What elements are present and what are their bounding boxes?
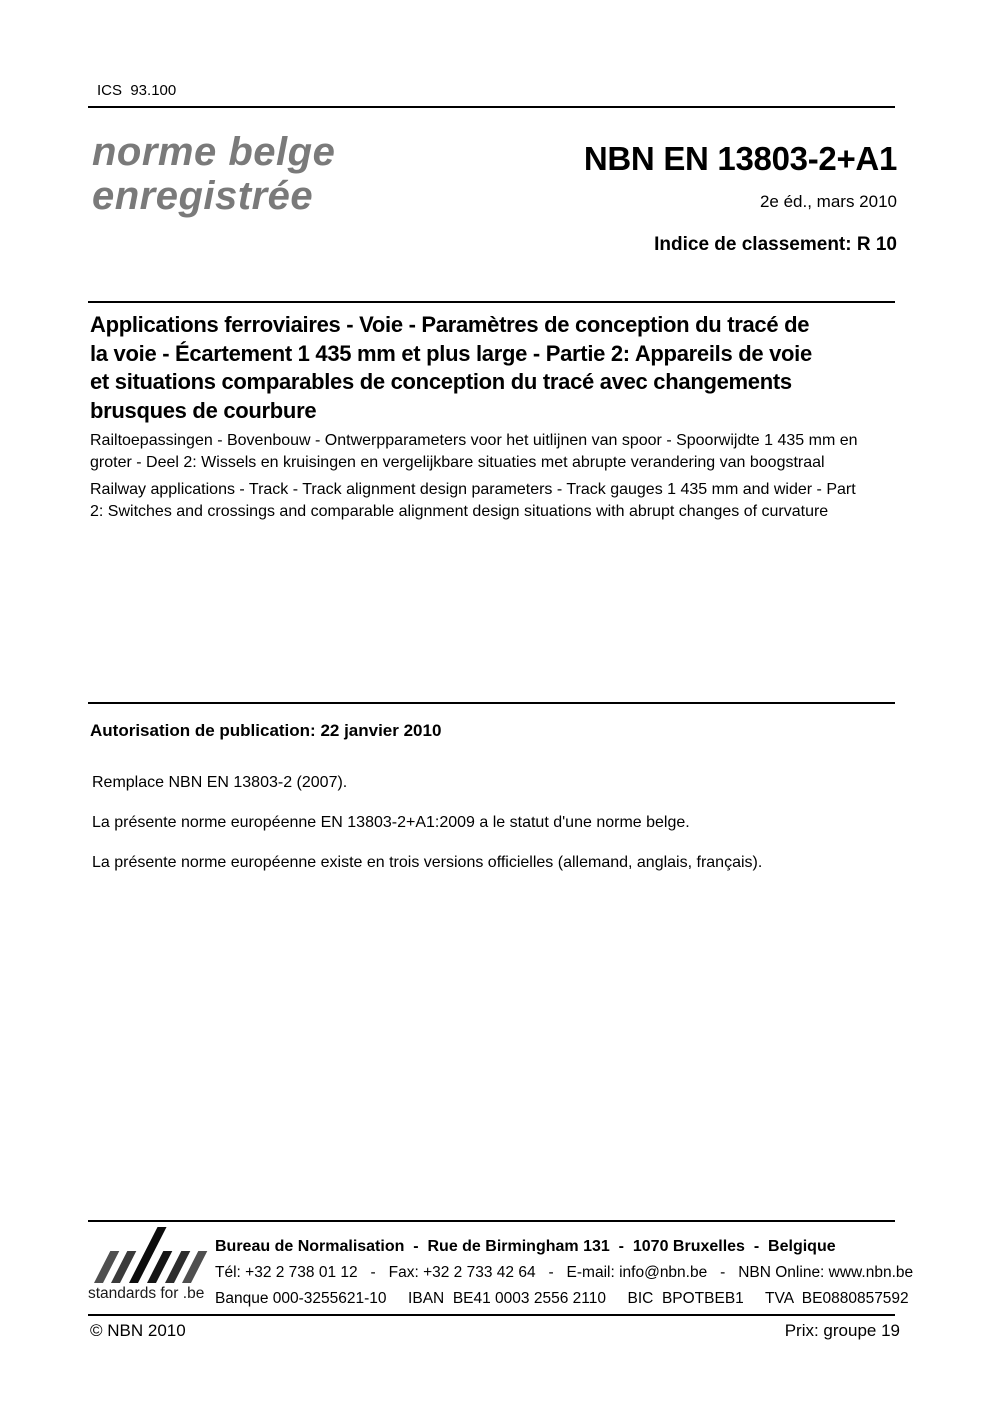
classification-index: Indice de classement: R 10 — [654, 234, 897, 255]
edition-date: 2e éd., mars 2010 — [759, 192, 897, 211]
publication-authorization: Autorisation de publication: 22 janvier 2010 — [90, 721, 442, 740]
replacement-note: Remplace NBN EN 13803-2 (2007). — [92, 774, 348, 791]
footer-contact-block — [215, 1234, 913, 1312]
title-english — [90, 479, 856, 522]
brand-wordmark — [92, 130, 335, 218]
title-dutch — [90, 430, 858, 473]
footer-bank-details: Banque 000-3255621-10 IBAN BE41 0003 2556 2110 BIC BPOTBEB1 TVA BE0880857592 — [215, 1290, 909, 1307]
title-english-line: Railway applications - Track - Track alignment design parameters - Track gauges 1 435 mm and wider - Part — [90, 481, 856, 498]
brand-line-2: enregistrée — [92, 174, 314, 218]
logo-tagline: standards for .be — [88, 1285, 205, 1302]
header-divider — [88, 106, 895, 108]
title-french-line: et situations comparables de conception du tracé avec changements — [90, 369, 792, 394]
brand-line-1: norme belge — [92, 130, 336, 174]
nbn-logo-icon — [90, 1226, 220, 1283]
title-french-line: la voie - Écartement 1 435 mm et plus large - Partie 2: Appareils de voie — [90, 340, 812, 366]
authorization-divider — [88, 702, 895, 704]
title-french-line: Applications ferroviaires - Voie - Paramètres de conception du tracé de — [90, 312, 810, 337]
price-group: Prix: groupe 19 — [784, 1321, 900, 1340]
document-code: NBN EN 13803-2+A1 — [583, 140, 897, 177]
title-dutch-line: groter - Deel 2: Wissels en kruisingen en vergelijkbare situaties met abrupte verandering van boogstraal — [90, 453, 825, 471]
title-divider — [88, 301, 895, 303]
footer-top-divider — [88, 1220, 895, 1222]
copyright-notice: © NBN 2010 — [90, 1321, 186, 1340]
ics-code: ICS 93.100 — [97, 82, 177, 99]
footer-contact: Tél: +32 2 738 01 12 - Fax: +32 2 733 42 64 - E-mail: info@nbn.be - NBN Online: www.nbn.be — [215, 1264, 914, 1281]
title-french-line: brusques de courbure — [90, 397, 317, 423]
status-note: La présente norme européenne EN 13803-2+A1:2009 a le statut d'une norme belge. — [92, 814, 690, 831]
footer-bottom-divider — [88, 1314, 895, 1316]
footer-address: Bureau de Normalisation - Rue de Birmingham 131 - 1070 Bruxelles - Belgique — [215, 1238, 836, 1255]
title-english-line: 2: Switches and crossings and comparable alignment design situations with abrupt changes of curvature — [90, 502, 829, 520]
versions-note: La présente norme européenne existe en trois versions officielles (allemand, anglais, français). — [92, 854, 763, 871]
title-french — [90, 311, 812, 425]
title-dutch-line: Railtoepassingen - Bovenbouw - Ontwerpparameters voor het uitlijnen van spoor - Spoorwijdte 1 435 mm en — [90, 432, 858, 449]
